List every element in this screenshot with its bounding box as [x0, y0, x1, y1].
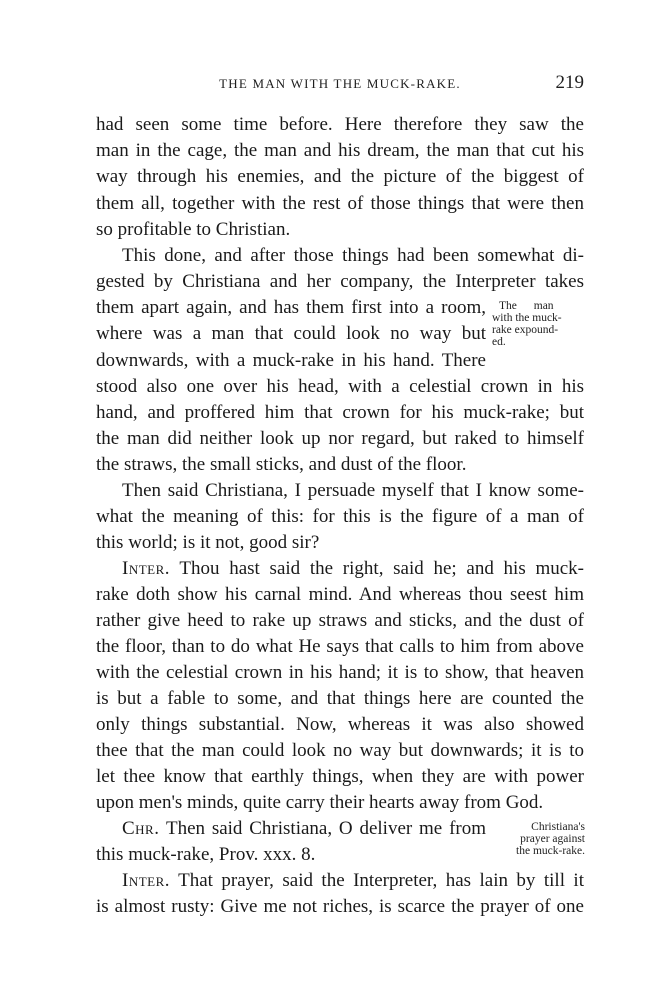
side-note [489, 821, 585, 857]
text-line: where was a man that could look no way but [96, 323, 486, 344]
side-note-line: ed. [492, 336, 506, 348]
side-note-line: the muck-rake. [516, 845, 585, 857]
running-title: THE MAN WITH THE MUCK-RAKE. [219, 76, 461, 91]
speaker-label: Chr. [122, 818, 160, 839]
running-head [96, 72, 584, 96]
text-line: this muck-rake, Prov. xxx. 8. [96, 844, 316, 865]
text-line: hand, and proffered him that crown for his muck-rake; but [96, 402, 584, 423]
text-line: stood also one over his head, with a celestial crown in his [96, 376, 584, 397]
text-line: Then said Christiana, I persuade myself that I know some- [122, 480, 584, 501]
text-line: so profitable to Christian. [96, 219, 291, 240]
side-note-line: The man [499, 300, 554, 312]
text-line [122, 817, 486, 843]
line-text: Then said Christiana, O deliver me from [159, 818, 486, 839]
text-line: the floor, than to do what He says that calls to him from above [96, 636, 584, 657]
speaker-label: Inter. [122, 870, 171, 891]
line-text: That prayer, said the Interpreter, has lain by till it [170, 870, 584, 891]
text-line: had seen some time before. Here therefore they saw the [96, 114, 584, 135]
text-line: the man did neither look up nor regard, but raked to himself [96, 428, 584, 449]
speaker-label: Inter. [122, 558, 171, 579]
text-line: This done, and after those things had been somewhat di- [122, 245, 584, 266]
text-line: this world; is it not, good sir? [96, 532, 320, 553]
text-line: is but a fable to some, and that things here are counted the [96, 688, 584, 709]
text-line: gested by Christiana and her company, the Interpreter takes [96, 271, 584, 292]
text-line [122, 869, 584, 895]
text-line: man in the cage, the man and his dream, the man that cut his [96, 140, 584, 161]
text-line: way through his enemies, and the picture of the biggest of [96, 166, 584, 187]
text-line: them all, together with the rest of those things that were then [96, 193, 584, 214]
text-line: what the meaning of this: for this is the figure of a man of [96, 506, 584, 527]
text-line: them apart again, and has them first into a room, [96, 297, 486, 318]
page-number: 219 [555, 72, 584, 93]
text-line: only things substantial. Now, whereas it was also showed [96, 714, 584, 735]
side-note-line: rake expound- [492, 324, 559, 336]
side-note [492, 300, 586, 348]
side-note-line: prayer against [520, 833, 585, 845]
text-line: downwards, with a muck-rake in his hand. There [96, 350, 486, 371]
text-line: the straws, the small sticks, and dust of the floor. [96, 454, 467, 475]
side-note-line: Christiana's [531, 821, 585, 833]
text-line: let thee know that earthly things, when they are with power [96, 766, 584, 787]
text-line [122, 557, 584, 583]
text-line: rake doth show his carnal mind. And whereas thou seest him [96, 584, 584, 605]
text-line: is almost rusty: Give me not riches, is scarce the prayer of one [96, 896, 584, 917]
text-line: thee that the man could look no way but downwards; it is to [96, 740, 584, 761]
side-note-line: with the muck- [492, 312, 562, 324]
text-line: upon men's minds, quite carry their hearts away from God. [96, 792, 544, 813]
line-text: Thou hast said the right, said he; and his muck- [170, 558, 584, 579]
text-line: rather give heed to rake up straws and sticks, and the dust of [96, 610, 584, 631]
text-line: with the celestial crown in his hand; it is to show, that heaven [96, 662, 584, 683]
